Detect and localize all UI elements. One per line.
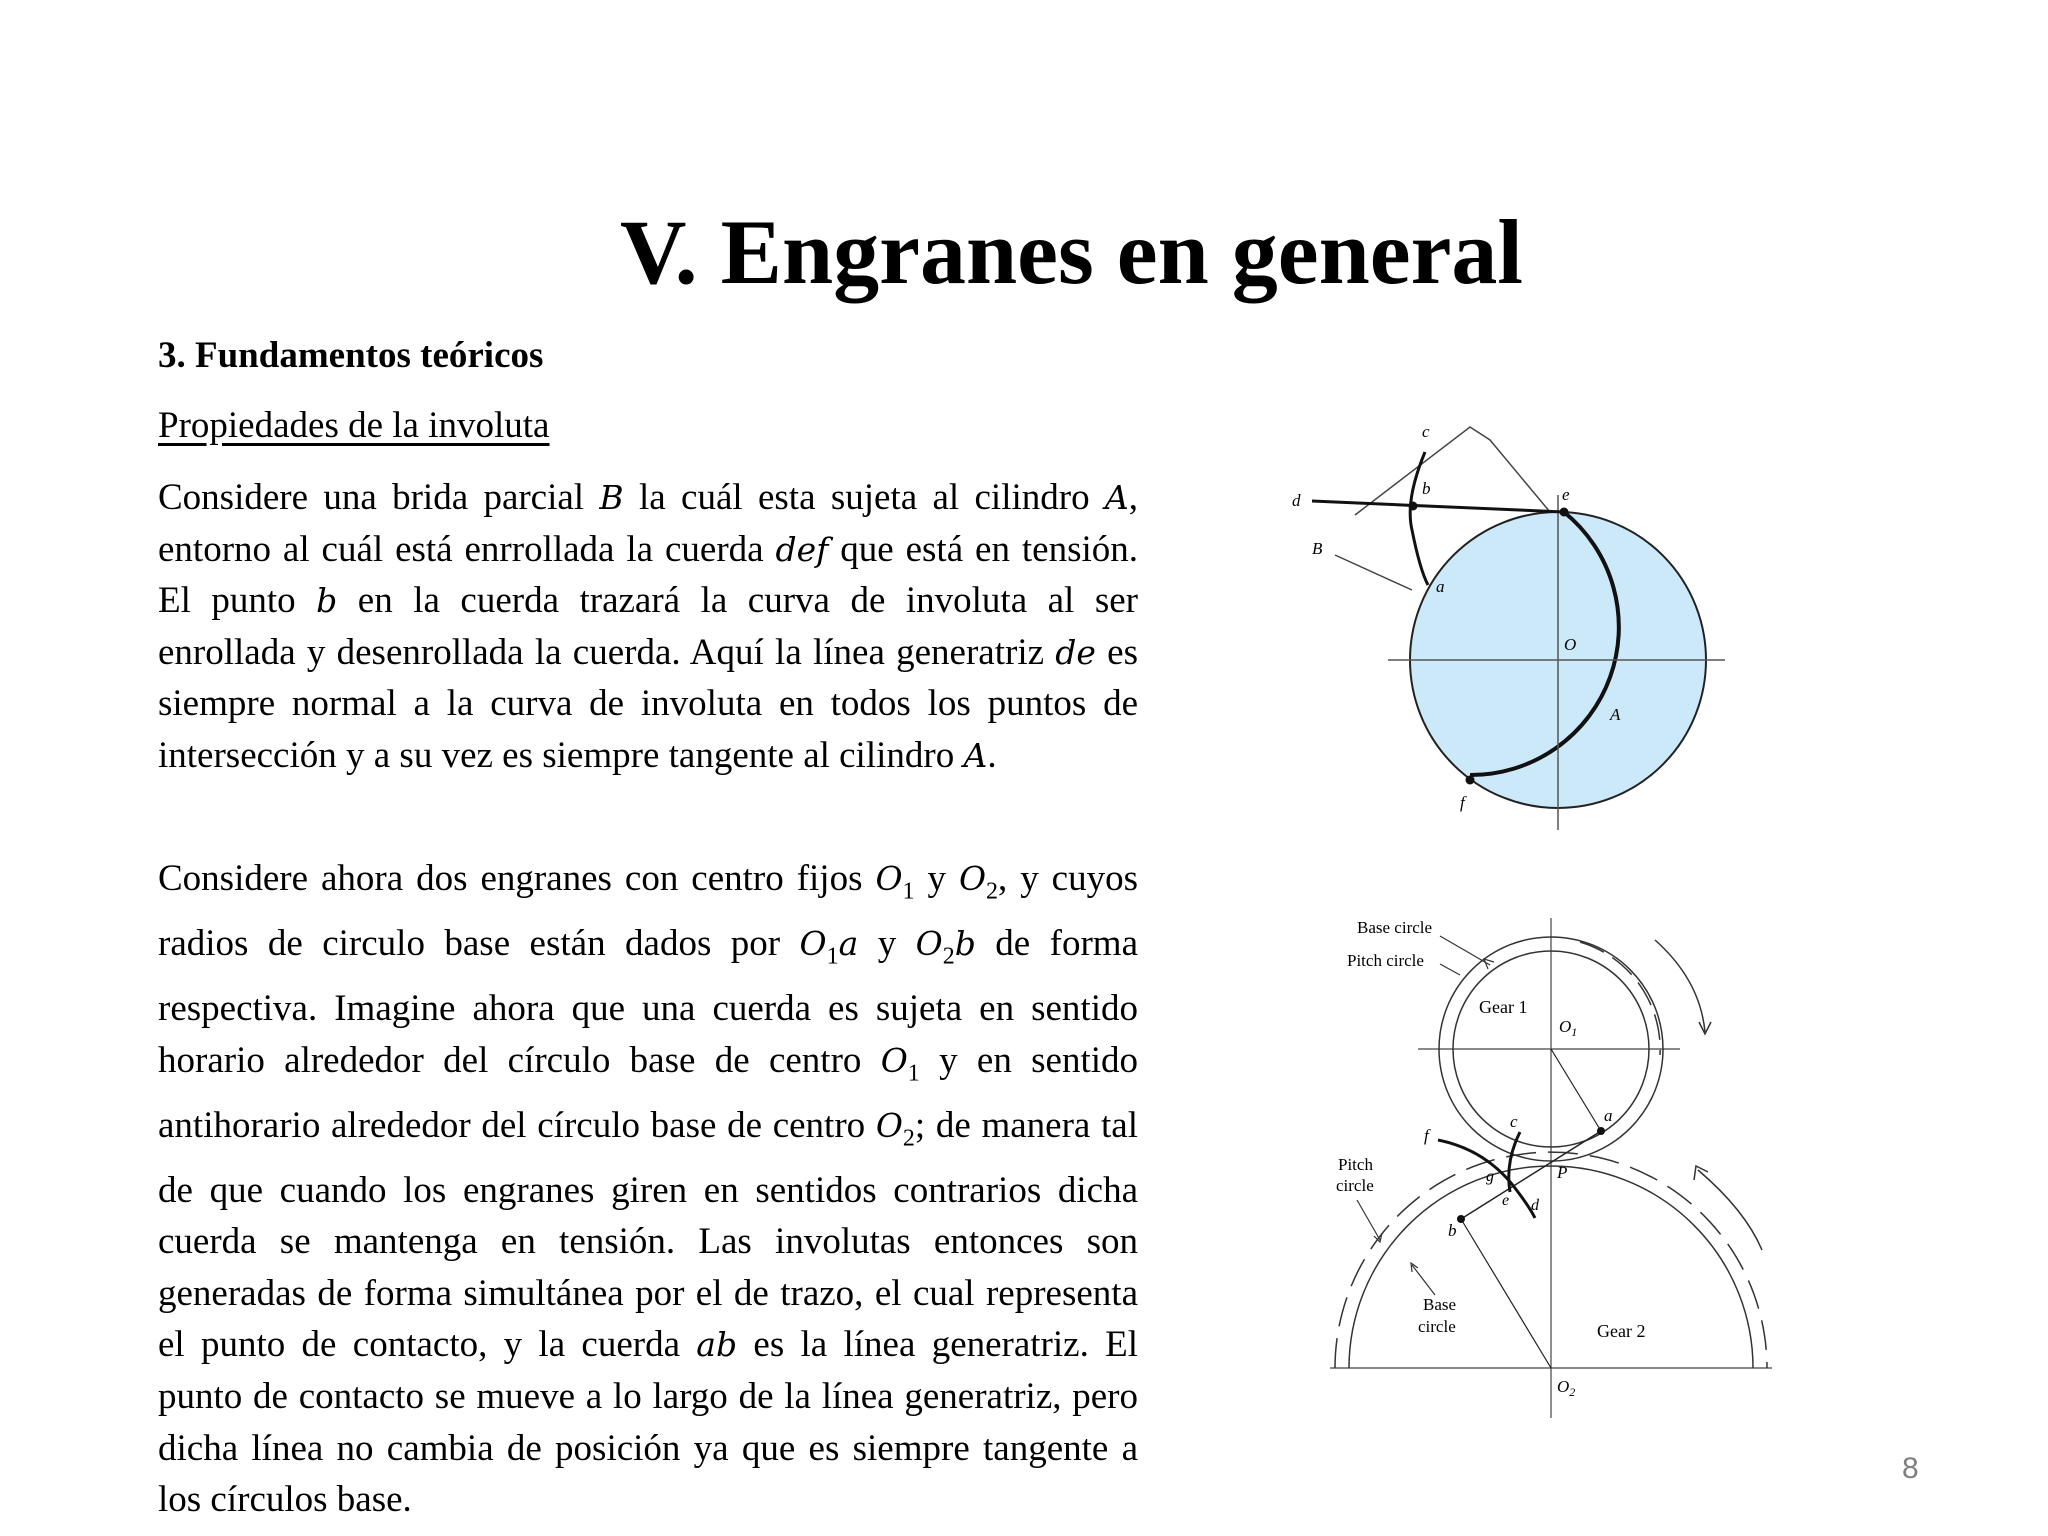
- leader-base-circle-bottom: [1412, 1265, 1435, 1295]
- label-g: g: [1486, 1168, 1494, 1185]
- leader-pitch-circle-left: [1357, 1200, 1380, 1240]
- label-pitch-circle-left-1: Pitch: [1338, 1155, 1373, 1174]
- point-b: [1457, 1215, 1465, 1223]
- paragraph-involute-properties: Considere una brida parcial B la cuál esta sujeta al cilindro A, entorno al cuál está enrrollada la cuerda def que está en tensión. El punto b en la cuerda trazará la curva de involuta al ser enrollada y desenrollada la cuerda. Aquí la línea generatriz de es siempre normal a la curva de involuta en todos los puntos de intersección y a su vez es siempre tangente al cilindro A.: [158, 477, 1139, 776]
- radius-O2b: [1461, 1219, 1551, 1368]
- label-O: O: [1564, 635, 1577, 654]
- label-base-circle-top: Base circle: [1357, 918, 1433, 937]
- point-e: [1560, 508, 1569, 517]
- label-base-circle-bottom-2: circle: [1418, 1317, 1456, 1336]
- label-f: f: [1424, 1126, 1429, 1145]
- leader-base-circle-top: [1440, 936, 1490, 965]
- label-A: A: [1610, 705, 1621, 724]
- involute-cylinder-figure: [1280, 415, 1740, 845]
- label-e: e: [1562, 485, 1570, 504]
- label-f: f: [1460, 793, 1465, 812]
- point-a: [1597, 1127, 1605, 1135]
- label-c: c: [1422, 422, 1430, 441]
- label-gear2: Gear 2: [1597, 1321, 1646, 1341]
- page-number: 8: [1902, 1452, 1919, 1485]
- label-gear1: Gear 1: [1479, 997, 1528, 1017]
- label-B: B: [1312, 539, 1323, 558]
- leader-pitch-circle-top: [1440, 964, 1460, 975]
- gear1-rotation-arrow: [1655, 940, 1705, 1032]
- slide-title: V. Engranes en general: [620, 201, 1523, 303]
- generating-line-de: [1312, 501, 1564, 512]
- gear2-rotation-arrow: [1698, 1170, 1762, 1250]
- label-c: c: [1510, 1112, 1518, 1131]
- section-heading: 3. Fundamentos teóricos: [158, 335, 544, 376]
- label-P: P: [1557, 1163, 1568, 1182]
- radius-O1a: [1551, 1049, 1601, 1131]
- label-d: d: [1292, 491, 1301, 510]
- label-b: b: [1448, 1221, 1457, 1240]
- point-b: [1409, 502, 1418, 511]
- paragraph-two-gears: Considere ahora dos engranes con centro fijos $O_1$ y $O_2$, y cuyos radios de circulo base están dados por $O_1a$ y $O_2b$ de forma respectiva. Imagine ahora que una cuerda es sujeta en sentido horario alrededor del círculo base de centro $O_1$ y en sentido antihorario alrededor del círculo base de centro $O_2$; de manera tal de que cuando los engranes giren en sentidos contrarios dicha cuerda se mantenga en tensión. Las involutas entonces son generadas de forma simultánea por el de trazo, el cual representa el punto de contacto, y la cuerda ab es la línea generatriz. El punto de contacto se mueve a lo largo de la línea generatriz, pero dicha línea no cambia de posición ya que es siempre tangente a los círculos base.: [158, 858, 1138, 1521]
- label-a: a: [1604, 1106, 1613, 1125]
- label-O2: $O_2$: [1557, 1377, 1576, 1399]
- label-base-circle-bottom-1: Base: [1423, 1295, 1457, 1314]
- point-f: [1466, 776, 1475, 785]
- flange-B: [1355, 427, 1550, 515]
- meshing-gears-figure: [1320, 900, 1780, 1430]
- involute-curve: [1410, 452, 1428, 585]
- label-O1: $O_1$: [1559, 1017, 1578, 1039]
- label-d: d: [1531, 1197, 1539, 1214]
- label-e: e: [1502, 1192, 1510, 1209]
- flange-B-lower: [1335, 555, 1412, 590]
- label-pitch-circle-top: Pitch circle: [1347, 951, 1424, 970]
- label-a: a: [1436, 577, 1445, 596]
- label-pitch-circle-left-2: circle: [1336, 1176, 1374, 1195]
- label-b: b: [1422, 479, 1431, 498]
- subsection-heading: Propiedades de la involuta: [158, 405, 550, 446]
